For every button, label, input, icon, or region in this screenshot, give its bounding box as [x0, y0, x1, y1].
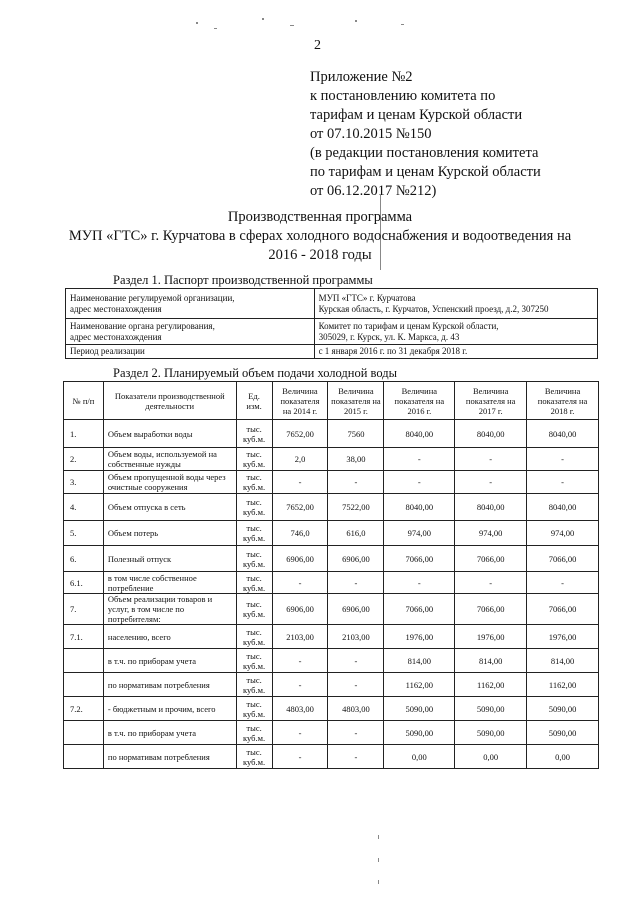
appendix-line: по тарифам и ценам Курской области: [310, 164, 541, 180]
value-2015: -: [328, 649, 384, 673]
column-header: Показатели производственной деятельности: [103, 382, 236, 420]
value-2017: 8040,00: [455, 420, 527, 448]
row-number: 7.: [64, 594, 104, 625]
value-2014: 6906,00: [272, 594, 328, 625]
value-2016: -: [384, 448, 455, 471]
value-2016: -: [384, 471, 455, 494]
scan-artifact: [378, 880, 379, 884]
row-number: 3.: [64, 471, 104, 494]
value-2014: 6906,00: [272, 546, 328, 572]
water-supply-table: [63, 381, 599, 769]
value-2015: 616,0: [328, 521, 384, 546]
column-header: № п/п: [64, 382, 104, 420]
indicator-name: Полезный отпуск: [103, 546, 236, 572]
indicator-name: населению, всего: [103, 625, 236, 649]
unit-cell: тыс. куб.м.: [236, 471, 272, 494]
value-2018: -: [527, 448, 599, 471]
scan-artifact: [401, 24, 404, 25]
table-row: [64, 649, 599, 673]
value-2015: 6906,00: [328, 594, 384, 625]
row-number: 6.: [64, 546, 104, 572]
row-number: [64, 649, 104, 673]
value-2017: 5090,00: [455, 697, 527, 721]
value-2018: -: [527, 471, 599, 494]
indicator-name: в том числе собственное потребление: [103, 572, 236, 594]
value-2014: -: [272, 471, 328, 494]
indicator-name: Объем пропущенной воды через очистные сооружения: [103, 471, 236, 494]
scan-artifact: [262, 18, 264, 20]
value-2016: 1162,00: [384, 673, 455, 697]
appendix-line: от 07.10.2015 №150: [310, 126, 432, 142]
value-2016: 814,00: [384, 649, 455, 673]
unit-cell: тыс. куб.м.: [236, 594, 272, 625]
value-2016: 974,00: [384, 521, 455, 546]
table-row: [64, 625, 599, 649]
value-2018: 8040,00: [527, 494, 599, 521]
passport-table: [65, 288, 598, 359]
value-2017: 974,00: [455, 521, 527, 546]
indicator-name: Объем отпуска в сеть: [103, 494, 236, 521]
value-2018: -: [527, 572, 599, 594]
unit-cell: тыс. куб.м.: [236, 546, 272, 572]
table-row: [64, 471, 599, 494]
unit-cell: тыс. куб.м.: [236, 572, 272, 594]
row-number: 1.: [64, 420, 104, 448]
indicator-name: Объем воды, используемой на собственные нужды: [103, 448, 236, 471]
value-2018: 0,00: [527, 745, 599, 769]
value-2014: -: [272, 649, 328, 673]
row-number: 4.: [64, 494, 104, 521]
section2-heading: Раздел 2. Планируемый объем подачи холодной воды: [113, 366, 398, 380]
value-2017: 8040,00: [455, 494, 527, 521]
row-number: [64, 721, 104, 745]
value-2014: 2,0: [272, 448, 328, 471]
row-number: 2.: [64, 448, 104, 471]
unit-cell: тыс. куб.м.: [236, 448, 272, 471]
indicator-name: - бюджетным и прочим, всего: [103, 697, 236, 721]
value-2014: -: [272, 721, 328, 745]
value-2015: -: [328, 673, 384, 697]
indicator-name: Объем реализации товаров и услуг, в том числе по потребителям:: [103, 594, 236, 625]
value-2016: 7066,00: [384, 546, 455, 572]
unit-cell: тыс. куб.м.: [236, 494, 272, 521]
table-row: [64, 745, 599, 769]
row-number: 7.2.: [64, 697, 104, 721]
appendix-line: тарифам и ценам Курской области: [310, 107, 523, 123]
value-2015: 38,00: [328, 448, 384, 471]
value-2015: 7522,00: [328, 494, 384, 521]
row-number: 7.1.: [64, 625, 104, 649]
indicator-name: Объем выработки воды: [103, 420, 236, 448]
value-2018: 1162,00: [527, 673, 599, 697]
value-2018: 814,00: [527, 649, 599, 673]
passport-row: [66, 345, 598, 359]
value-2018: 5090,00: [527, 721, 599, 745]
value-2014: -: [272, 673, 328, 697]
value-2016: 5090,00: [384, 697, 455, 721]
appendix-block: [310, 68, 541, 201]
value-2017: 5090,00: [455, 721, 527, 745]
unit-cell: тыс. куб.м.: [236, 649, 272, 673]
value-2014: 4803,00: [272, 697, 328, 721]
value-2015: 6906,00: [328, 546, 384, 572]
value-2015: 4803,00: [328, 697, 384, 721]
passport-label: Наименование регулируемой организации, адрес местонахождения: [66, 289, 315, 319]
value-2018: 7066,00: [527, 546, 599, 572]
appendix-line: от 06.12.2017 №212): [310, 183, 437, 199]
indicator-name: Объем потерь: [103, 521, 236, 546]
passport-row: [66, 319, 598, 345]
page-number: 2: [314, 38, 321, 53]
value-2014: 2103,00: [272, 625, 328, 649]
value-2018: 1976,00: [527, 625, 599, 649]
unit-cell: тыс. куб.м.: [236, 420, 272, 448]
row-number: 6.1.: [64, 572, 104, 594]
scan-artifact: [290, 25, 294, 26]
row-number: 5.: [64, 521, 104, 546]
value-2014: 746,0: [272, 521, 328, 546]
table-row: [64, 572, 599, 594]
value-2016: 5090,00: [384, 721, 455, 745]
passport-value: МУП «ГТС» г. Курчатова Курская область, г. Курчатов, Успенский проезд, д.2, 307250: [314, 289, 597, 319]
passport-value: Комитет по тарифам и ценам Курской области, 305029, г. Курск, ул. К. Маркса, д. 43: [314, 319, 597, 345]
value-2018: 8040,00: [527, 420, 599, 448]
value-2017: 814,00: [455, 649, 527, 673]
column-header: Величина показателя на 2014 г.: [272, 382, 328, 420]
table-row: [64, 546, 599, 572]
value-2016: 7066,00: [384, 594, 455, 625]
table-row: [64, 521, 599, 546]
scan-artifact: [355, 20, 357, 22]
unit-cell: тыс. куб.м.: [236, 745, 272, 769]
passport-value: с 1 января 2016 г. по 31 декабря 2018 г.: [314, 345, 597, 359]
value-2016: 0,00: [384, 745, 455, 769]
indicator-name: в т.ч. по приборам учета: [103, 649, 236, 673]
scan-artifact: [378, 835, 379, 839]
value-2017: 0,00: [455, 745, 527, 769]
value-2017: 1976,00: [455, 625, 527, 649]
row-number: [64, 745, 104, 769]
appendix-line: к постановлению комитета по: [310, 88, 496, 104]
row-number: [64, 673, 104, 697]
value-2018: 974,00: [527, 521, 599, 546]
table-row: [64, 420, 599, 448]
value-2018: 5090,00: [527, 697, 599, 721]
value-2015: -: [328, 471, 384, 494]
value-2017: -: [455, 448, 527, 471]
value-2015: 2103,00: [328, 625, 384, 649]
value-2014: -: [272, 572, 328, 594]
value-2016: 8040,00: [384, 420, 455, 448]
table-row: [64, 448, 599, 471]
value-2015: -: [328, 572, 384, 594]
passport-label: Наименование органа регулирования, адрес местонахождения: [66, 319, 315, 345]
value-2014: 7652,00: [272, 494, 328, 521]
column-header: Величина показателя на 2016 г.: [384, 382, 455, 420]
value-2015: 7560: [328, 420, 384, 448]
unit-cell: тыс. куб.м.: [236, 721, 272, 745]
table-row: [64, 673, 599, 697]
column-header: Ед. изм.: [236, 382, 272, 420]
scan-artifact: [214, 28, 217, 29]
value-2015: -: [328, 721, 384, 745]
unit-cell: тыс. куб.м.: [236, 521, 272, 546]
value-2014: 7652,00: [272, 420, 328, 448]
indicator-name: по нормативам потребления: [103, 745, 236, 769]
value-2016: 1976,00: [384, 625, 455, 649]
title-line: 2016 - 2018 годы: [268, 247, 372, 263]
table-row: [64, 721, 599, 745]
appendix-line: Приложение №2: [310, 69, 413, 85]
table-row: [64, 494, 599, 521]
table-row: [64, 594, 599, 625]
value-2016: 8040,00: [384, 494, 455, 521]
appendix-line: (в редакции постановления комитета: [310, 145, 539, 161]
scan-artifact: [196, 22, 198, 24]
section1-heading: Раздел 1. Паспорт производственной программы: [113, 273, 373, 287]
indicator-name: по нормативам потребления: [103, 673, 236, 697]
value-2017: -: [455, 471, 527, 494]
value-2017: 7066,00: [455, 546, 527, 572]
table-row: [64, 697, 599, 721]
value-2017: -: [455, 572, 527, 594]
value-2014: -: [272, 745, 328, 769]
scan-artifact: [378, 858, 379, 862]
passport-row: [66, 289, 598, 319]
value-2016: -: [384, 572, 455, 594]
value-2017: 1162,00: [455, 673, 527, 697]
unit-cell: тыс. куб.м.: [236, 673, 272, 697]
document-title: [40, 208, 600, 265]
value-2015: -: [328, 745, 384, 769]
indicator-name: в т.ч. по приборам учета: [103, 721, 236, 745]
column-header: Величина показателя на 2017 г.: [455, 382, 527, 420]
value-2017: 7066,00: [455, 594, 527, 625]
unit-cell: тыс. куб.м.: [236, 625, 272, 649]
passport-label: Период реализации: [66, 345, 315, 359]
unit-cell: тыс. куб.м.: [236, 697, 272, 721]
value-2018: 7066,00: [527, 594, 599, 625]
column-header: Величина показателя на 2015 г.: [328, 382, 384, 420]
title-line: МУП «ГТС» г. Курчатова в сферах холодного водоснабжения и водоотведения на: [68, 228, 572, 244]
column-header: Величина показателя на 2018 г.: [527, 382, 599, 420]
title-line: Производственная программа: [227, 209, 413, 225]
